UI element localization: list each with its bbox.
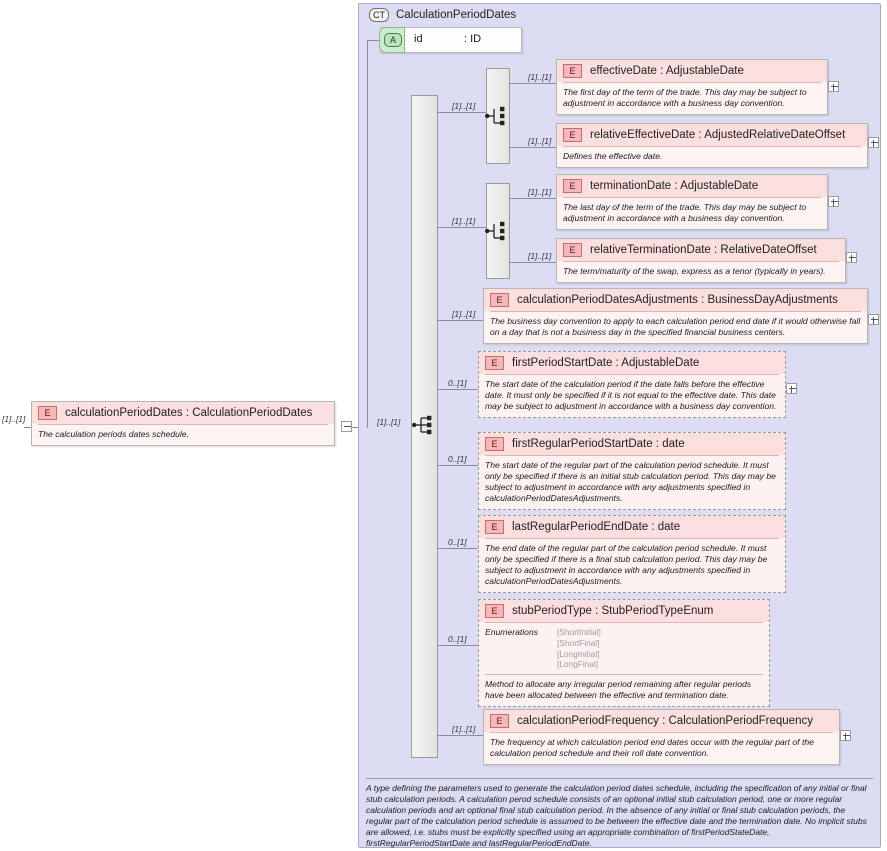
element-documentation: Method to allocate any irregular period remaining after regular periods have been allocated between the effective and termination date. (485, 674, 763, 706)
connector-line (24, 427, 31, 428)
enumerations-label: Enumerations (485, 627, 539, 637)
element-documentation: The frequency at which calculation period end dates occur with the regular part of the calculation period schedule and their roll date convention. (490, 732, 833, 764)
connector-line (438, 320, 483, 321)
element-documentation: The business day convention to apply to each calculation period end date if it would otherwise fall on a day that is not a business day in the specified financial business centers. (490, 311, 861, 343)
cardinality-label-firstRegularPeriodStartDate: 0..[1] (448, 454, 467, 464)
connector-line (438, 645, 478, 646)
element-box-calculationPeriodFrequency[interactable] (483, 709, 840, 765)
attribute-name: id (414, 33, 423, 45)
connector-line (438, 227, 486, 228)
cardinality-label-firstPeriodStartDate: 0..[1] (448, 378, 467, 388)
attribute-type: : ID (464, 33, 482, 45)
element-documentation: Defines the effective date. (563, 146, 861, 167)
enumerations-block (485, 622, 763, 674)
expand-plus-icon[interactable] (828, 81, 839, 92)
element-header (479, 516, 785, 538)
element-title: lastRegularPeriodEndDate : date (512, 521, 681, 533)
collapse-minus-icon[interactable] (341, 421, 352, 432)
connector-line (438, 548, 478, 549)
element-header (484, 710, 839, 732)
sequence-cardinality-label: [1]..[1] (377, 417, 401, 427)
cardinality-label-relativeEffectiveDate: [1]..[1] (528, 136, 552, 146)
connector-line (438, 389, 478, 390)
attribute-badge-icon: A (384, 33, 402, 47)
element-documentation: The calculation periods dates schedule. (38, 424, 328, 445)
expand-plus-icon[interactable] (868, 314, 879, 325)
element-header (479, 600, 769, 622)
cardinality-label-lastRegularPeriodEndDate: 0..[1] (448, 537, 467, 547)
connector-line (438, 112, 486, 113)
element-documentation: The last day of the term of the trade. This day may be subject to adjustment in accordance with a business day convention. (563, 197, 821, 229)
cardinality-label-calculationPeriodDatesAdjustments: [1]..[1] (452, 309, 476, 319)
cardinality-label-relativeTerminationDate: [1]..[1] (528, 251, 552, 261)
element-title: calculationPeriodDates : CalculationPeriodDates (65, 407, 313, 419)
element-documentation: The term/maturity of the swap, express as a tenor (typically in years). (563, 261, 839, 282)
element-title: relativeEffectiveDate : AdjustedRelativeDateOffset (590, 129, 846, 141)
element-title: effectiveDate : AdjustableDate (590, 65, 744, 77)
root-cardinality-label: [1]..[1] (2, 414, 26, 424)
cardinality-label-effectiveDate: [1]..[1] (528, 72, 552, 82)
element-box-terminationDate[interactable] (556, 174, 828, 230)
enumeration-value: [ShortFinal] (557, 637, 600, 648)
element-header (557, 60, 827, 82)
element-badge-icon: E (563, 64, 582, 78)
element-documentation: The end date of the regular part of the calculation period schedule. It must only be specified if there is a final stub calculation period. This day may be subject to adjustment in accordance with any adjustments specified in calculationPeriodDatesAdjustments. (485, 538, 779, 592)
attribute-box-id[interactable] (380, 27, 522, 53)
element-header (484, 289, 867, 311)
connector-line (438, 735, 483, 736)
connector-line (510, 83, 556, 84)
enumerations-values (557, 627, 601, 670)
element-title: calculationPeriodFrequency : CalculationPeriodFrequency (517, 715, 813, 727)
element-badge-icon: E (490, 293, 509, 307)
element-title: stubPeriodType : StubPeriodTypeEnum (512, 605, 714, 617)
connector-line (367, 40, 380, 41)
element-documentation: The start date of the regular part of the calculation period schedule. It must only be specified if there is an initial stub calculation period. This day may be subject to adjustment in accordance with any adjustments specified in calculationPeriodDatesAdjustments. (485, 455, 779, 509)
element-header (32, 402, 334, 424)
element-title: firstRegularPeriodStartDate : date (512, 438, 685, 450)
element-box-lastRegularPeriodEndDate[interactable] (478, 515, 786, 593)
element-badge-icon: E (485, 604, 504, 618)
element-badge-icon: E (485, 437, 504, 451)
cardinality-label-calculationPeriodFrequency: [1]..[1] (452, 724, 476, 734)
complextype-title: CalculationPeriodDates (396, 9, 517, 21)
connector-line (510, 147, 556, 148)
cardinality-label-terminationDate: [1]..[1] (528, 187, 552, 197)
element-header (557, 175, 827, 197)
element-box-relativeEffectiveDate[interactable] (556, 123, 868, 168)
expand-plus-icon[interactable] (846, 252, 857, 263)
choice-icon (485, 105, 511, 127)
element-title: firstPeriodStartDate : AdjustableDate (512, 357, 700, 369)
complextype-annotation: A type defining the parameters used to generate the calculation period dates schedule, including the specification of any initial or final stub calculation periods. A calculation perod schedule consists of an optional initial stub calculation period, one or more regular calculation periods and an optional final stub calculation period. In the absence of any initial or final stub calculation periods, the regular part of the calculation period schedule is assumed to be between the effective date and the termination date. No implicit stubs are allowed, i.e. stubs must be explicitly specified using an appropriate combination of firstPeriodStateDate, firstRegularPeriodStartDate and lastRegularPeriodEndDate. (366, 778, 873, 849)
element-header (557, 124, 867, 146)
element-badge-icon: E (563, 128, 582, 142)
enumeration-value: [ShortInitial] (557, 627, 601, 637)
expand-plus-icon[interactable] (840, 730, 851, 741)
expand-plus-icon[interactable] (828, 196, 839, 207)
element-box-firstRegularPeriodStartDate[interactable] (478, 432, 786, 510)
connector-line (367, 40, 368, 428)
enumeration-value: [LongInitial] (557, 648, 600, 659)
cardinality-label-stubPeriodType: 0..[1] (448, 634, 467, 644)
element-badge-icon: E (490, 714, 509, 728)
expand-plus-icon[interactable] (868, 137, 879, 148)
element-badge-icon: E (485, 356, 504, 370)
complextype-badge-icon: CT (369, 8, 389, 22)
sequence-icon (412, 414, 438, 436)
element-header (479, 352, 785, 374)
element-badge-icon: E (38, 406, 57, 420)
element-badge-icon: E (563, 179, 582, 193)
cardinality-label-choice-2: [1]..[1] (452, 216, 476, 226)
element-badge-icon: E (485, 520, 504, 534)
element-box-stubPeriodType[interactable] (478, 599, 770, 707)
cardinality-label-choice-1: [1]..[1] (452, 101, 476, 111)
connector-line (510, 198, 556, 199)
element-documentation: The start date of the calculation period if the date falls before the effective date. It must only be specified if it is not equal to the effective date. This date may be subject to adjustment in accordance with a business day convention. (485, 374, 779, 417)
complextype-header (369, 8, 516, 22)
element-box-calculationPeriodDatesAdjustments[interactable] (483, 288, 868, 344)
element-header (557, 239, 845, 261)
element-box-calculationPeriodDates[interactable] (31, 401, 335, 446)
element-documentation: The first day of the term of the trade. This day may be subject to adjustment in accordance with a business day convention. (563, 82, 821, 114)
connector-line (438, 465, 478, 466)
choice-icon (485, 220, 511, 242)
element-header (479, 433, 785, 455)
element-badge-icon: E (563, 243, 582, 257)
expand-plus-icon[interactable] (786, 383, 797, 394)
element-box-firstPeriodStartDate[interactable] (478, 351, 786, 418)
enumeration-value: [LongFinal] (557, 659, 599, 670)
connector-line (510, 262, 556, 263)
element-title: terminationDate : AdjustableDate (590, 180, 759, 192)
element-title: calculationPeriodDatesAdjustments : BusinessDayAdjustments (517, 294, 838, 306)
element-box-relativeTerminationDate[interactable] (556, 238, 846, 283)
element-title: relativeTerminationDate : RelativeDateOffset (590, 244, 817, 256)
element-box-effectiveDate[interactable] (556, 59, 828, 115)
